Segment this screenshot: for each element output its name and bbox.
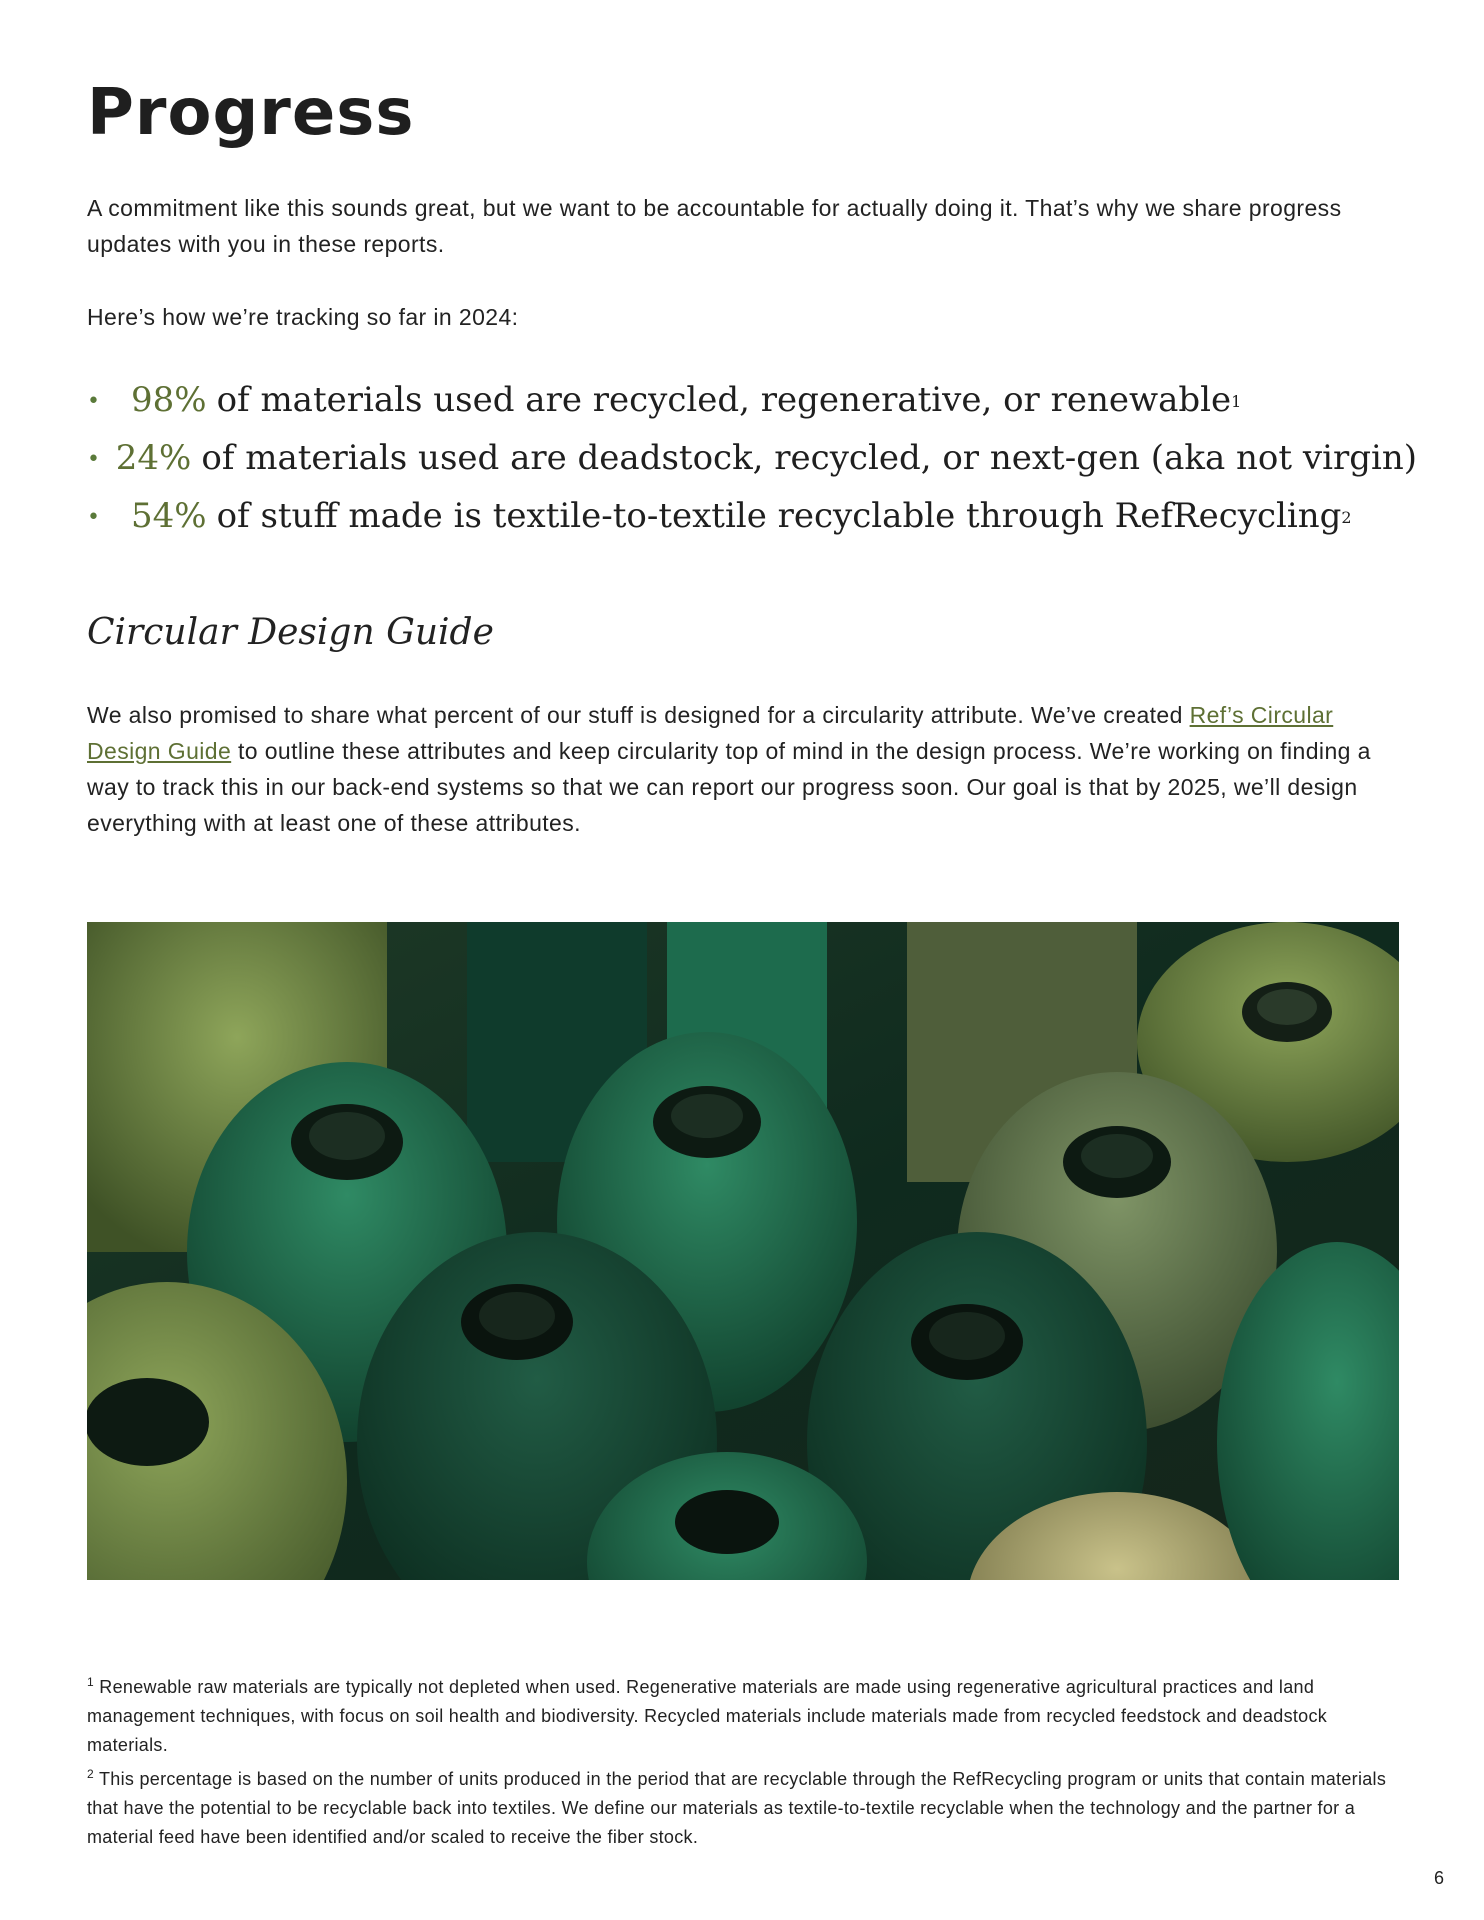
footnote-ref: 1: [1231, 392, 1242, 411]
stat-item-recyclable-stuff: [87, 496, 1417, 554]
footnote-mark: 1: [87, 1675, 94, 1689]
design-text-before: We also promised to share what percent of our stuff is designed for a circularity attribute. We’ve created: [87, 702, 1190, 728]
stat-percentage: 54%: [131, 496, 207, 536]
bullet-icon: •: [87, 447, 100, 472]
footnote-text: This percentage is based on the number of units produced in the period that are recyclable through the RefRecycling program or units that contain materials that have the potential to be recyclable back into textiles. We define our materials as textile-to-textile recyclable when the technology and the partner for a material feed have been identified and/or scaled to receive the fiber stock.: [87, 1769, 1387, 1847]
stat-text: of materials used are deadstock, recycled, or next-gen (aka not virgin): [201, 438, 1417, 478]
stat-text: of materials used are recycled, regenerative, or renewable: [216, 380, 1232, 420]
footnote-ref: 2: [1341, 508, 1352, 527]
intro-paragraph: A commitment like this sounds great, but we want to be accountable for actually doing it. That’s why we share progress updates with you in these reports.: [87, 195, 1342, 257]
footnote-text: Renewable raw materials are typically not depleted when used. Regenerative materials are made using regenerative agricultural practices and land management techniques, with focus on soil health and biodiversity. Recycled materials include materials made from recycled feedstock and deadstock materials.: [87, 1677, 1328, 1755]
thread-spools-photo: [87, 922, 1399, 1580]
section-title: Circular Design Guide: [87, 612, 494, 653]
footnote-1: [87, 1668, 1399, 1760]
page-number: 6: [1434, 1868, 1445, 1888]
footnote-mark: 2: [87, 1767, 94, 1781]
bullet-icon: •: [87, 505, 100, 530]
stat-percentage: 98%: [131, 380, 207, 420]
tracking-intro: Here’s how we’re tracking so far in 2024:: [87, 304, 519, 330]
footnotes: [87, 1668, 1399, 1852]
stat-text: of stuff made is textile-to-textile recyclable through RefRecycling: [216, 496, 1342, 536]
thread-spools-illustration: [87, 922, 1399, 1580]
footnote-2: [87, 1760, 1399, 1852]
design-guide-paragraph: [87, 697, 1399, 841]
progress-stats-list: [87, 380, 1417, 554]
stat-percentage: 24%: [115, 438, 192, 478]
bullet-icon: •: [87, 389, 100, 414]
stat-item-not-virgin-materials: [87, 438, 1417, 496]
design-text-after: to outline these attributes and keep circularity top of mind in the design process. We’re working on finding a way to track this in our back-end systems so that we can report our progress soon. Our goal is that by 2025, we’ll design everything with at least one of these attributes.: [87, 738, 1371, 836]
page-title: Progress: [87, 76, 415, 150]
circular-design-guide-link[interactable]: Ref’s Circular Design Guide: [87, 702, 1334, 764]
stat-item-recycled-materials: [87, 380, 1417, 438]
